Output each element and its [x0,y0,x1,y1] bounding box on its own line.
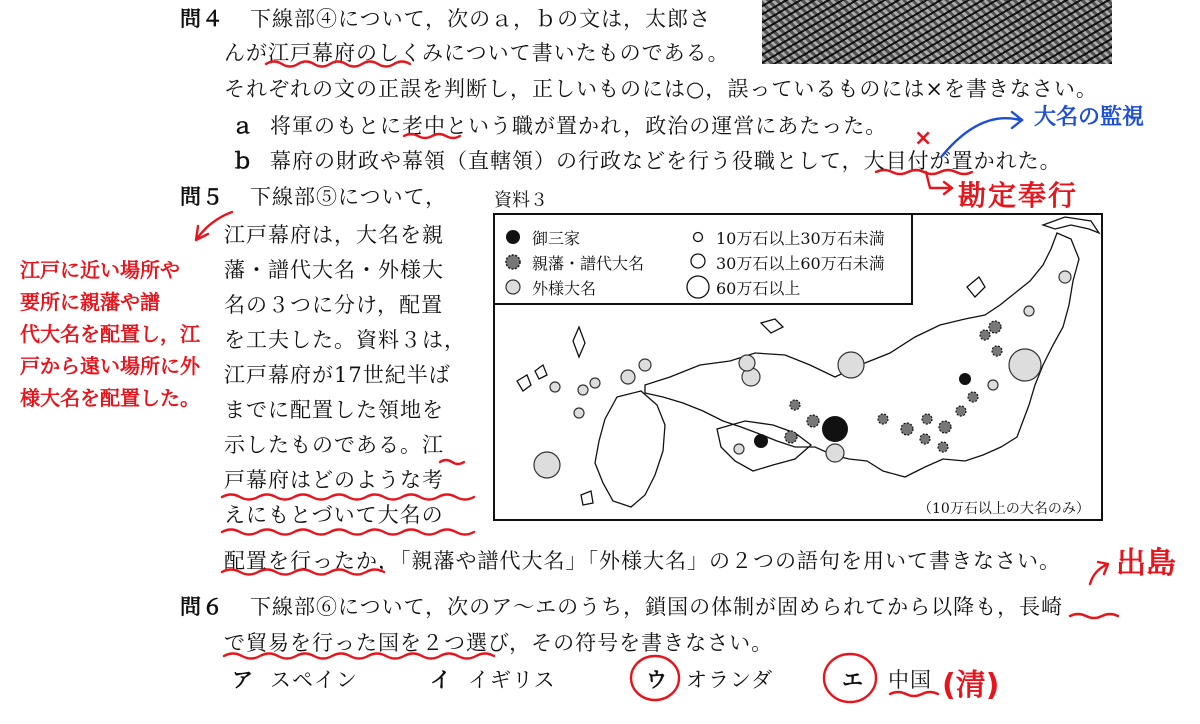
option-i-text: イギリス [468,668,556,692]
underline-q5-4 [222,570,384,575]
underline-q5-1 [440,460,464,464]
arrow-kanjo [926,172,952,194]
figure-title: 資料３ [494,190,548,211]
q5-line-5: 江戸幕府が17世紀半ば [224,363,451,387]
q6-label: 問６ [180,594,224,619]
underline-nagasaki [1070,614,1118,618]
q5-line-9: えにもとづいて大名の [224,503,444,527]
underline-q6 [224,654,494,659]
option-e-key: エ [842,667,864,692]
figure-note: （10万石以上の大名のみ） [918,501,1090,517]
answer-q5-line-3: 戸から遠い場所に外 [20,354,200,378]
option-u-key: ウ [646,667,668,692]
option-u-text: オランダ [686,668,774,692]
legend-item-medium: 30万石以上60万石未満 [716,254,885,273]
arrow-dejima [1090,562,1108,584]
note-dejima: 出島 [1116,546,1176,581]
note-kanjo-bugyo: 勘定奉行 [958,179,1079,212]
option-a-key: ア [232,667,254,692]
q5-line-7: 示したものである。江 [224,433,444,457]
q6-line1: 下線部⑥について，次のア～エのうち，鎖国の体制が固められてから以降も，長崎 [250,595,1064,619]
q5-line-6: までに配置した領地を [224,398,444,422]
q4-line3: それぞれの文の正誤を判断し，正しいものには○，誤っているものには×を書きなさい。 [224,77,1098,101]
option-i-key: イ [430,667,452,692]
option-e-text: 中国 [888,668,932,692]
underline-shikumi [266,62,410,67]
q5-label: 問５ [180,184,224,209]
q4-b-text: 幕府の財政や幕領（直轄領）の行政などを行う役職として，大目付が置かれた。 [270,149,1062,173]
underline-q5-3 [222,530,474,535]
q5-line-1: 江戸幕府は，大名を親 [224,223,444,247]
q4-b-label: ｂ [232,148,254,173]
q4-label: 問４ [180,6,224,31]
note-daimyo-watch: 大名の監視 [1034,105,1145,130]
legend-item-large: 60万石以上 [716,279,801,298]
answer-q5 [20,254,200,414]
arrow-q5-answer [196,212,232,240]
arrow-blue [942,112,1022,156]
q4-line2: んが江戸幕府のしくみについて書いたものである。 [224,41,730,65]
answer-q5-line-4: 様大名を配置した。 [20,386,200,410]
option-a-text: スペイン [270,668,358,692]
legend-item-small: 10万石以上30万石未満 [716,229,885,248]
q5-line-0: 下線部⑤について， [250,185,448,209]
q5-line-8: 戸幕府はどのような考 [224,468,444,492]
answer-q5-line-1: 要所に親藩や譜 [20,290,160,314]
legend-item-fudai: 親藩・譜代大名 [532,254,645,273]
note-qing: (清) [942,668,1000,703]
q4-a-label: ａ [232,113,254,138]
q4-a-text: 将軍のもとに老中という職が置かれ，政治の運営にあたった。 [270,114,888,138]
mark-x-q4: × [914,126,933,151]
q6-line2: で貿易を行った国を２つ選び，その符号を書きなさい。 [224,631,774,655]
q5-line-3: 名の３つに分け，配置 [224,293,444,317]
q5-line-4: を工夫した。資料３は， [224,328,466,352]
circle-option-u [631,656,679,700]
legend-item-gosanke: 御三家 [532,229,581,248]
q5-line-10: 配置を行ったか，「親藩や譜代大名」「外様大名」の２つの語句を用いて書きなさい。 [224,549,1061,573]
q4-line1: 下線部④について，次のａ，ｂの文は，太郎さ [250,7,712,31]
underline-rojuu [404,134,460,138]
circle-option-e [824,654,876,702]
q5-line-2: 藩・譜代大名・外様大 [224,258,444,282]
answer-q5-line-0: 江戸に近い場所や [20,258,180,282]
underline-q5-2 [222,495,474,500]
underline-chugoku [890,692,938,696]
answer-q5-line-2: 代大名を配置し，江 [20,322,200,346]
legend-item-tozama: 外様大名 [532,279,597,298]
